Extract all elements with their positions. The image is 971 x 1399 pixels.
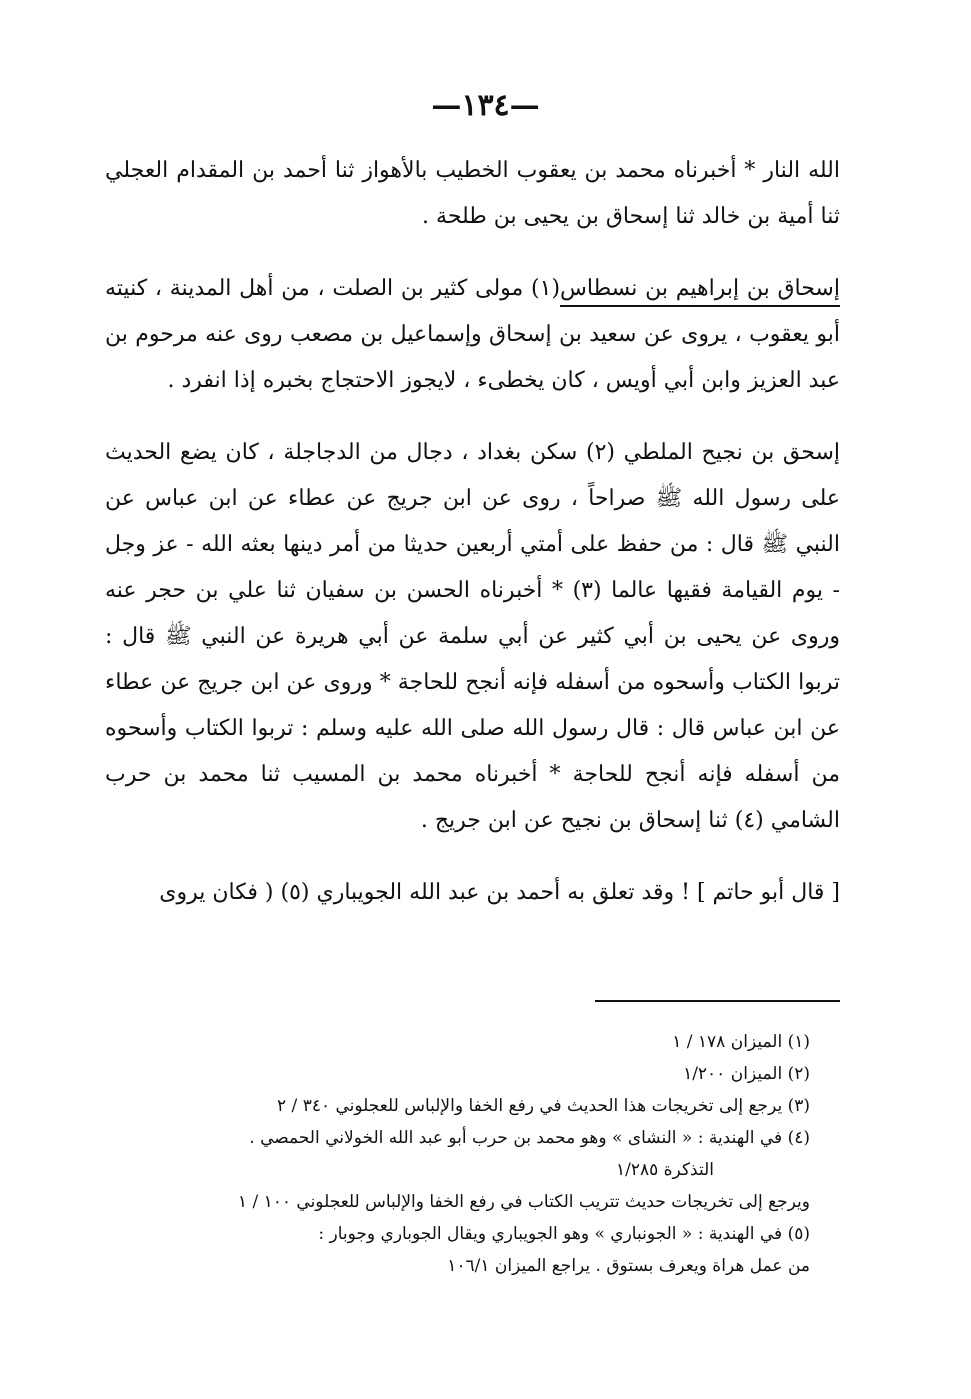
footnote-1: (١) الميزان ١٧٨ / ١ xyxy=(672,1032,810,1052)
footnote-4: (٤) في الهندية : « النشاى » وهو محمد بن حرب أبو عبد الله الخولاني الحمصي . xyxy=(249,1128,810,1148)
footnotes xyxy=(150,1026,810,1282)
footnote-2: (٢) الميزان ١/٢٠٠ xyxy=(683,1064,810,1084)
page-number: —١٣٤— xyxy=(431,88,540,123)
paragraph-2 xyxy=(105,266,840,404)
main-text xyxy=(105,148,840,916)
footnote-4-note: ويرجع إلى تخريجات حديث تتريب الكتاب في رفع الخفا والإلباس للعجلوني ١٠٠ / ١ xyxy=(237,1192,810,1212)
footnote-3: (٣) يرجع إلى تخريجات هذا الحديث في رفع الخفا والإلباس للعجلوني ٣٤٠ / ٢ xyxy=(277,1096,810,1116)
paragraph-3: إسحق بن نجيح الملطي (٢) سكن بغداد ، دجال من الدجاجلة ، كان يضع الحديث على رسول الله ﷺ صراحاً ، روى عن ابن جريج عن عطاء عن ابن عباس عن النبي ﷺ قال : من حفظ على أمتي أربعين حديثا من أمر دينها بعثه الله - عز وجل - يوم القيامة فقيها عالما (٣) * أخبرناه الحسن بن سفيان ثنا علي بن حجر عنه وروى عن يحيى بن أبي كثير عن أبي سلمة عن أبي هريرة عن النبي ﷺ قال : تربوا الكتاب وأسحوه من أسفله فإنه أنجح للحاجة * وروى عن ابن جريج عن عطاء عن ابن عباس قال : قال رسول الله صلى الله عليه وسلم : تربوا الكتاب وأسحوه من أسفله فإنه أنجح للحاجة * أخبرناه محمد بن المسيب ثنا محمد بن حرب الشامي (٤) ثنا إسحاق بن نجيح عن ابن جريج . xyxy=(105,440,841,833)
entry-name-ishaq-bin-ibrahim: إسحاق بن إبراهيم بن نسطاس xyxy=(560,276,840,301)
footnote-divider xyxy=(595,1000,840,1002)
footnote-5: (٥) في الهندية : « الجونباري » وهو الجويباري ويقال الجوباري وجوبار : xyxy=(318,1224,810,1244)
footnote-5-continued: من عمل هراة ويعرف بستوق . يراجع الميزان ١٠٦/١ xyxy=(447,1256,810,1276)
footnote-4-continued: التذكرة ١/٢٨٥ xyxy=(615,1160,714,1180)
paragraph-2-text: (١) مولى كثير بن الصلت ، من أهل المدينة ، كنيته أبو يعقوب ، يروى عن سعيد بن إسحاق وإسماعيل بن مصعب روى عنه مرحوم بن عبد العزيز وابن أبي أويس ، كان يخطىء ، لايجوز الاحتجاج بخبره إذا انفرد . xyxy=(105,276,840,393)
paragraph-1: الله النار * أخبرناه محمد بن يعقوب الخطيب بالأهواز ثنا أحمد بن المقدام العجلي ثنا أمية بن خالد ثنا إسحاق بن يحيى بن طلحة . xyxy=(105,158,840,229)
paragraph-4: [ قال أبو حاتم ] ! وقد تعلق به أحمد بن عبد الله الجويباري (٥) ( فكان يروى xyxy=(159,880,840,905)
